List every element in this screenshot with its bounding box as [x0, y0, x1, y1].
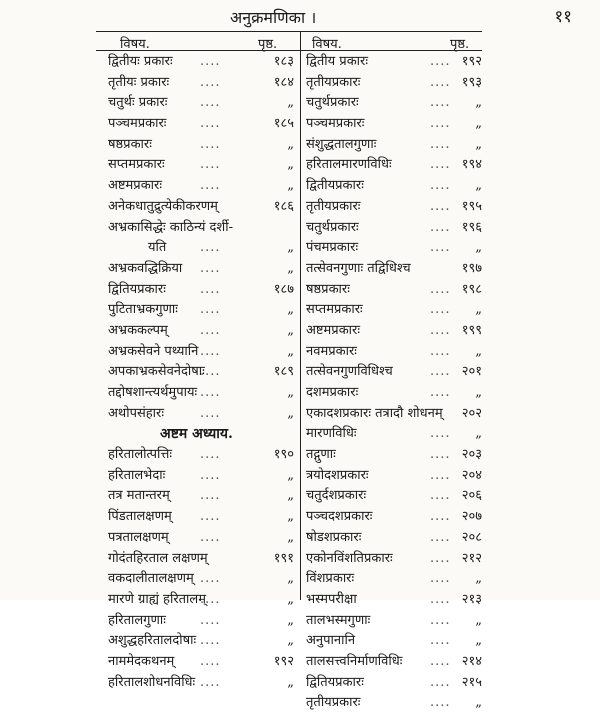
leader-dots: .... [430, 488, 451, 504]
entry-page-number: „ [475, 426, 482, 442]
entry-title: अभ्रकासिद्धेः काठिन्यं दर्शी- [108, 219, 234, 235]
entry-title: पिंडतालक्षणम् [108, 509, 172, 525]
index-entry [306, 528, 486, 549]
entry-page-number: २०२ [461, 405, 482, 421]
index-entry [108, 569, 298, 590]
leader-dots: .... [200, 302, 221, 318]
entry-page-number: १९० [273, 447, 294, 463]
index-entry [108, 155, 298, 176]
entry-page-number: १९३ [461, 74, 482, 90]
entry-page-number: „ [475, 633, 482, 649]
leader-dots: .... [200, 95, 221, 111]
index-entry [108, 342, 298, 363]
index-entry [306, 197, 486, 218]
entry-title: सप्तमप्रकारः [108, 157, 165, 173]
leader-dots: .... [430, 674, 451, 690]
entry-title: अभ्रककल्पम् [108, 322, 168, 338]
leader-dots: .... [200, 385, 221, 400]
entry-title: द्वितियप्रकारः [306, 674, 364, 690]
entry-page-number: „ [287, 674, 294, 690]
entry-title: दशमप्रकारः [306, 385, 359, 400]
leader-dots: .... [200, 178, 221, 194]
leader-dots: .... [200, 467, 221, 483]
entry-title: तृतीयप्रकारः [306, 74, 361, 90]
entry-page-number: २१४ [461, 653, 482, 669]
entry-title: हरितालमारणविधिः [306, 157, 392, 173]
leader-dots: .... [200, 509, 221, 525]
entry-page-number: „ [287, 260, 294, 276]
entry-title: षष्ठप्रकारः [306, 281, 350, 297]
right-page-header: पृष्ठ. [450, 37, 470, 52]
leader-dots: .... [430, 240, 451, 256]
leader-dots: .... [200, 240, 221, 256]
entry-title: तद्दोषशान्त्यर्थमुपायः [108, 385, 198, 400]
entry-title: अभ्रकसेवने पथ्यानि [108, 343, 199, 359]
leader-dots: .... [430, 529, 451, 545]
leader-dots: .... [200, 157, 221, 173]
entry-title: षष्ठप्रकारः [108, 136, 152, 152]
entry-page-number: १८९ [273, 364, 294, 380]
entry-page-number: „ [475, 612, 482, 628]
leader-dots: .... [430, 364, 451, 380]
entry-page-number: १९२ [273, 653, 294, 669]
entry-page-number: १९६ [461, 219, 482, 235]
entry-page-number: „ [475, 240, 482, 256]
entry-page-number: „ [475, 302, 482, 318]
leader-dots: .... [200, 364, 221, 380]
entry-title: अनुपानानि [306, 633, 356, 649]
leader-dots: .... [430, 695, 451, 711]
leader-dots: .... [430, 322, 451, 338]
entry-title: तद्गुणाः [306, 447, 336, 463]
index-entry [108, 652, 298, 673]
index-entry [306, 404, 486, 425]
index-entry [108, 73, 298, 94]
entry-title: एकोनविंशतिप्रकारः [306, 550, 393, 566]
leader-dots: .... [200, 653, 221, 669]
entry-title: अथोपसंहारः [108, 405, 164, 421]
chapter-heading [108, 424, 298, 445]
entry-page-number: २०७ [461, 509, 482, 525]
leader-dots: .... [200, 54, 221, 69]
entry-page-number: „ [287, 95, 294, 111]
entry-page-number: „ [287, 467, 294, 483]
index-entry [306, 321, 486, 342]
entry-page-number: „ [287, 405, 294, 421]
index-entry [306, 466, 486, 487]
leader-dots: .... [430, 95, 451, 111]
leader-dots: .... [430, 509, 451, 525]
entry-title: गोदंतहिरताल लक्षणम् [108, 550, 208, 566]
entry-title: तृतीयप्रकारः [306, 695, 361, 711]
leader-dots: .... [430, 116, 451, 132]
page-title: अनुक्रमणिका । [230, 8, 317, 27]
entry-title: संशुद्धतालगुणाः [306, 136, 377, 152]
entry-page-number: १८५ [273, 116, 294, 132]
entry-title: तत्सेवनगुणविधिश्च [306, 364, 393, 380]
entry-page-number: १८६ [273, 198, 294, 214]
index-entry [306, 135, 486, 156]
leader-dots: .... [200, 612, 221, 628]
index-entry [108, 590, 298, 611]
index-entry [108, 383, 298, 404]
entry-page-number: २१३ [461, 591, 482, 607]
index-entry [108, 486, 298, 507]
entry-page-number: १९२ [461, 54, 482, 69]
entry-title: तालभस्मगुणाः [306, 612, 371, 628]
index-entry [108, 611, 298, 632]
leader-dots: .... [430, 302, 451, 318]
entry-page-number: „ [287, 529, 294, 545]
entry-title: पंचमप्रकारः [306, 240, 359, 256]
entry-title: पञ्चमप्रकारः [108, 116, 167, 132]
entry-title: तालसत्त्वनिर्माणविधिः [306, 653, 403, 669]
index-entry [108, 445, 298, 466]
index-entry [306, 259, 486, 280]
entry-page-number: १९४ [461, 157, 482, 173]
entry-page-number: „ [287, 322, 294, 338]
index-entry [108, 52, 298, 73]
entry-title: अष्टमप्रकारः [108, 178, 162, 194]
entry-page-number: „ [287, 302, 294, 318]
leader-dots: .... [430, 467, 451, 483]
index-entry [306, 362, 486, 383]
leader-dots: .... [430, 612, 451, 628]
entry-page-number: „ [475, 343, 482, 359]
entry-title: पञ्चमप्रकारः [306, 116, 365, 132]
leader-dots: .... [200, 260, 221, 276]
index-entry [108, 218, 298, 239]
index-entry [306, 155, 486, 176]
leader-dots: .... [430, 157, 451, 173]
left-page-header: पृष्ठ. [258, 37, 278, 52]
entry-page-number: „ [475, 178, 482, 194]
entry-page-number: „ [287, 178, 294, 194]
leader-dots: .... [200, 529, 221, 545]
index-entry [108, 197, 298, 218]
entry-title: द्वितियप्रकारः [108, 281, 166, 297]
leader-dots: .... [200, 633, 221, 649]
index-entry [306, 52, 486, 73]
index-entry [108, 528, 298, 549]
entry-page-number: „ [287, 136, 294, 152]
index-entry [306, 176, 486, 197]
index-entry [108, 93, 298, 114]
entry-title: चतुर्थप्रकारः [306, 219, 359, 235]
entry-page-number: „ [475, 95, 482, 111]
entry-title: मारणे ग्राह्यं हरितालम् [108, 591, 207, 607]
leader-dots: .... [430, 198, 451, 214]
leader-dots: .... [200, 74, 221, 90]
right-index-column [306, 52, 486, 714]
index-entry [306, 549, 486, 570]
index-entry [108, 135, 298, 156]
index-entry [108, 259, 298, 280]
entry-page-number: २०३ [461, 447, 482, 463]
index-entry [306, 238, 486, 259]
entry-title: मारणविधिः [306, 426, 357, 442]
entry-title: पञ्चदशप्रकारः [306, 509, 373, 525]
right-subject-header: विषय. [312, 37, 342, 52]
leader-dots: .... [200, 591, 221, 607]
entry-page-number: „ [287, 385, 294, 400]
entry-page-number: „ [475, 571, 482, 587]
entry-title: हरितालगुणाः [108, 612, 166, 628]
leader-dots: .... [200, 674, 221, 690]
entry-title: षोडशप्रकारः [306, 529, 362, 545]
index-entry [108, 549, 298, 570]
index-entry [306, 445, 486, 466]
entry-title: वकदालीतालक्षणम् [108, 571, 194, 587]
entry-title: चतुर्थः प्रकारः [108, 95, 168, 111]
leader-dots: .... [200, 343, 221, 359]
leader-dots: .... [430, 447, 451, 463]
index-entry [306, 93, 486, 114]
index-entry [306, 424, 486, 445]
entry-page-number: „ [287, 509, 294, 525]
entry-title: चतुर्थप्रकारः [306, 95, 359, 111]
entry-title: त्रयोदशप्रकारः [306, 467, 369, 483]
entry-page-number: १८७ [273, 281, 294, 297]
index-entry [108, 300, 298, 321]
leader-dots: .... [430, 591, 451, 607]
entry-title: सप्तमप्रकारः [306, 302, 363, 318]
left-index-column [108, 52, 298, 693]
entry-title: हरितालोत्पत्तिः [108, 447, 173, 463]
entry-page-number: „ [287, 633, 294, 649]
page-number: ११ [554, 7, 572, 27]
leader-dots: .... [430, 343, 451, 359]
entry-page-number: १८३ [273, 54, 294, 69]
entry-page-number: „ [475, 116, 482, 132]
entry-page-number: „ [287, 612, 294, 628]
index-entry [108, 238, 298, 259]
index-entry [108, 280, 298, 301]
leader-dots: .... [430, 281, 451, 297]
entry-page-number: १९५ [461, 198, 482, 214]
entry-title: हरितालभेदाः [108, 467, 166, 483]
entry-title: तृतीयप्रकारः [306, 198, 361, 214]
leader-dots: .... [200, 488, 221, 504]
entry-title: विंशप्रकारः [306, 571, 355, 587]
entry-title: अशुद्धहरितालदोषाः [108, 633, 197, 649]
index-entry [306, 631, 486, 652]
leader-dots: .... [430, 426, 451, 442]
entry-page-number: २०१ [461, 364, 482, 380]
index-entry [108, 673, 298, 694]
entry-page-number: १८४ [273, 74, 294, 90]
entry-title: पत्रतालक्षणम् [108, 529, 169, 545]
entry-title: द्वितीयप्रकारः [306, 178, 364, 194]
index-entry [306, 300, 486, 321]
entry-title: पुटिताभ्रकगुणाः [108, 302, 178, 318]
column-divider [300, 32, 301, 600]
header-rule [96, 50, 482, 51]
entry-title: अपकाभ्रकसेवनेदोषाः [108, 364, 205, 380]
index-entry [306, 114, 486, 135]
index-entry [108, 404, 298, 425]
index-entry [108, 321, 298, 342]
leader-dots: .... [430, 633, 451, 649]
entry-page-number: „ [475, 385, 482, 400]
index-entry [306, 507, 486, 528]
entry-page-number: „ [287, 240, 294, 256]
index-entry [306, 73, 486, 94]
entry-page-number: „ [287, 343, 294, 359]
entry-title: द्वितीयः प्रकारः [108, 54, 173, 69]
index-entry [108, 631, 298, 652]
leader-dots: .... [200, 405, 221, 421]
index-entry [306, 486, 486, 507]
index-entry [306, 342, 486, 363]
entry-title: भस्मपरीक्षा [306, 591, 357, 607]
entry-title: नाममेदकथनम् [108, 653, 175, 669]
entry-title: तत्र मतान्तरम् [108, 488, 170, 504]
entry-page-number: २०६ [461, 488, 482, 504]
leader-dots: .... [430, 550, 451, 566]
index-entry [306, 652, 486, 673]
entry-page-number: २०८ [461, 529, 482, 545]
entry-page-number: १९१ [273, 550, 294, 566]
index-entry [108, 362, 298, 383]
entry-page-number: २१२ [461, 550, 482, 566]
index-entry [306, 383, 486, 404]
entry-title: अष्टमप्रकारः [306, 322, 360, 338]
index-entry [108, 176, 298, 197]
index-entry [306, 590, 486, 611]
entry-title: हरितालशोधनविधिः [108, 674, 196, 690]
leader-dots: .... [200, 447, 221, 463]
entry-title: तत्सेवनगुणाः तद्विधिश्च [306, 260, 411, 276]
index-entry [108, 507, 298, 528]
top-rule [96, 31, 482, 32]
left-subject-header: विषय. [120, 37, 150, 52]
index-entry [306, 218, 486, 239]
leader-dots: .... [430, 653, 451, 669]
entry-page-number: १९७ [461, 260, 482, 276]
entry-page-number: „ [475, 136, 482, 152]
entry-page-number: २१५ [461, 674, 482, 690]
index-entry [108, 466, 298, 487]
entry-title: एकादशप्रकारः तत्रादौ शोधनम् [306, 405, 443, 421]
entry-page-number: „ [475, 695, 482, 711]
entry-page-number: „ [287, 488, 294, 504]
entry-title: अनेकधातुद्रुत्येकीकरणम् [108, 198, 218, 214]
entry-page-number: १९९ [461, 322, 482, 338]
running-head [0, 4, 600, 28]
leader-dots: .... [200, 571, 221, 587]
entry-page-number: „ [287, 591, 294, 607]
leader-dots: .... [430, 385, 451, 400]
leader-dots: .... [200, 281, 221, 297]
index-entry [306, 693, 486, 714]
index-entry [306, 611, 486, 632]
entry-title: नवमप्रकारः [306, 343, 357, 359]
entry-page-number: २०४ [461, 467, 482, 483]
entry-page-number: १९८ [461, 281, 482, 297]
entry-title: तृतीयः प्रकारः [108, 74, 170, 90]
entry-title: द्वितीय प्रकारः [306, 54, 368, 69]
leader-dots: .... [430, 219, 451, 235]
entry-title: यति [148, 240, 167, 256]
leader-dots: .... [430, 178, 451, 194]
index-entry [306, 673, 486, 694]
leader-dots: .... [200, 116, 221, 132]
leader-dots: .... [430, 54, 451, 69]
leader-dots: .... [430, 136, 451, 152]
entry-page-number: „ [287, 157, 294, 173]
index-entry [306, 569, 486, 590]
index-entry [306, 280, 486, 301]
leader-dots: .... [200, 136, 221, 152]
leader-dots: .... [430, 74, 451, 90]
entry-title: चतुर्दशप्रकारः [306, 488, 367, 504]
index-entry [108, 114, 298, 135]
entry-title: अभ्रकवद्धिक्रिया [108, 260, 183, 276]
leader-dots: .... [200, 322, 221, 338]
leader-dots: .... [430, 571, 451, 587]
entry-title: अष्टम अध्याय. [160, 426, 233, 443]
entry-page-number: „ [287, 571, 294, 587]
